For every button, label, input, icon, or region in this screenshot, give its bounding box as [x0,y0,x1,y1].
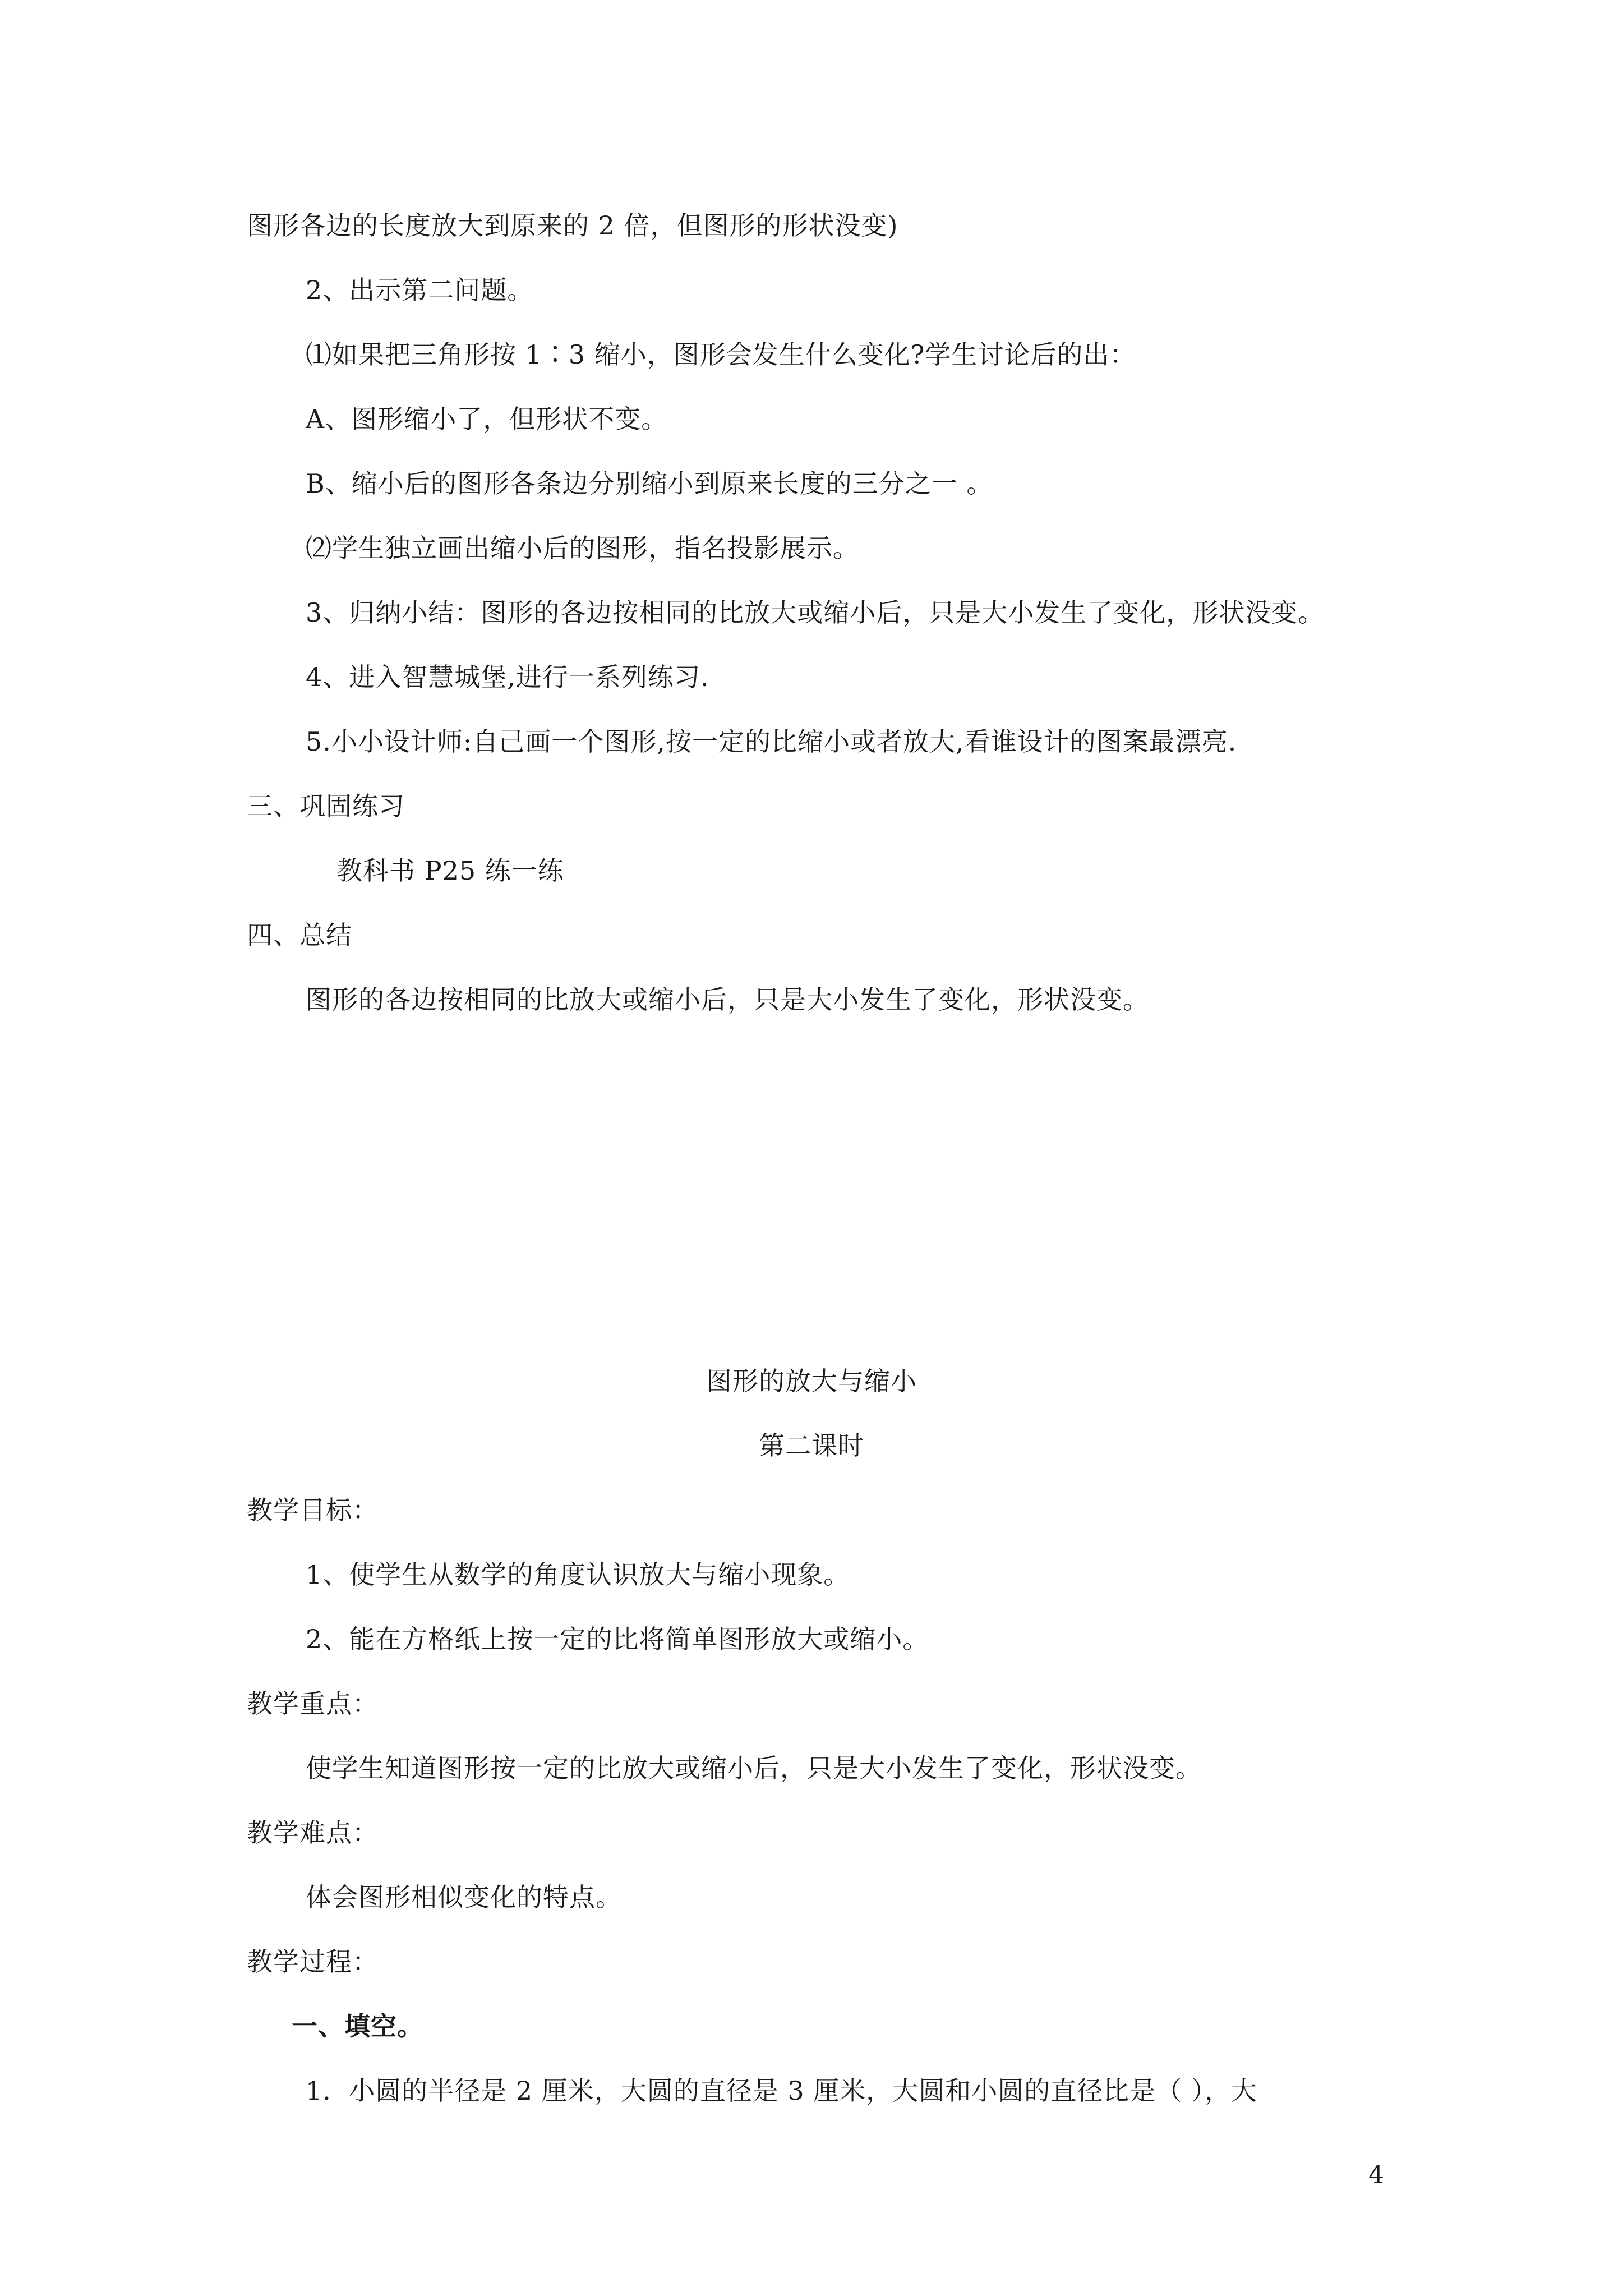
text-line: 图形的各边按相同的比放大或缩小后，只是大小发生了变化，形状没变。 [306,984,1149,1015]
text-line: ⑴如果把三角形按 1∶3 缩小，图形会发生什么变化?学生讨论后的出： [306,339,1136,370]
text-line: 3、归纳小结：图形的各边按相同的比放大或缩小后，只是大小发生了变化，形状没变。 [306,597,1325,628]
lesson-title: 图形的放大与缩小 [706,1366,917,1396]
text-line: 体会图形相似变化的特点。 [306,1882,622,1912]
text-line: 1．小圆的半径是 2 厘米，大圆的直径是 3 厘米，大圆和小圆的直径比是（ ），大 [306,2076,1257,2106]
section-heading: 教学难点： [247,1818,379,1848]
section-heading: 教学目标： [247,1495,379,1525]
text-line: ⑵学生独立画出缩小后的图形，指名投影展示。 [306,533,859,563]
text-line: B、缩小后的图形各条边分别缩小到原来长度的三分之一 。 [306,468,993,499]
section-heading: 四、总结 [247,920,352,950]
text-line: 教科书 P25 练一练 [336,855,564,886]
text-line: 2、出示第二问题。 [306,275,534,305]
text-line: 图形各边的长度放大到原来的 2 倍，但图形的形状没变) [247,210,898,241]
section-heading: 三、巩固练习 [247,791,405,821]
text-line: 2、能在方格纸上按一定的比将简单图形放大或缩小。 [306,1624,929,1654]
text-line: 使学生知道图形按一定的比放大或缩小后，只是大小发生了变化，形状没变。 [306,1753,1202,1783]
page-number: 4 [1368,2161,1384,2189]
text-line: A、图形缩小了，但形状不变。 [306,404,668,434]
section-heading: 教学过程： [247,1947,379,1977]
bold-heading: 一、填空。 [292,2011,423,2041]
text-line: 5.小小设计师:自己画一个图形,按一定的比缩小或者放大,看谁设计的图案最漂亮. [306,726,1237,757]
text-line: 1、使学生从数学的角度认识放大与缩小现象。 [306,1559,850,1590]
lesson-subtitle: 第二课时 [759,1430,864,1461]
text-line: 4、进入智慧城堡,进行一系列练习. [306,662,709,692]
section-heading: 教学重点： [247,1688,379,1719]
